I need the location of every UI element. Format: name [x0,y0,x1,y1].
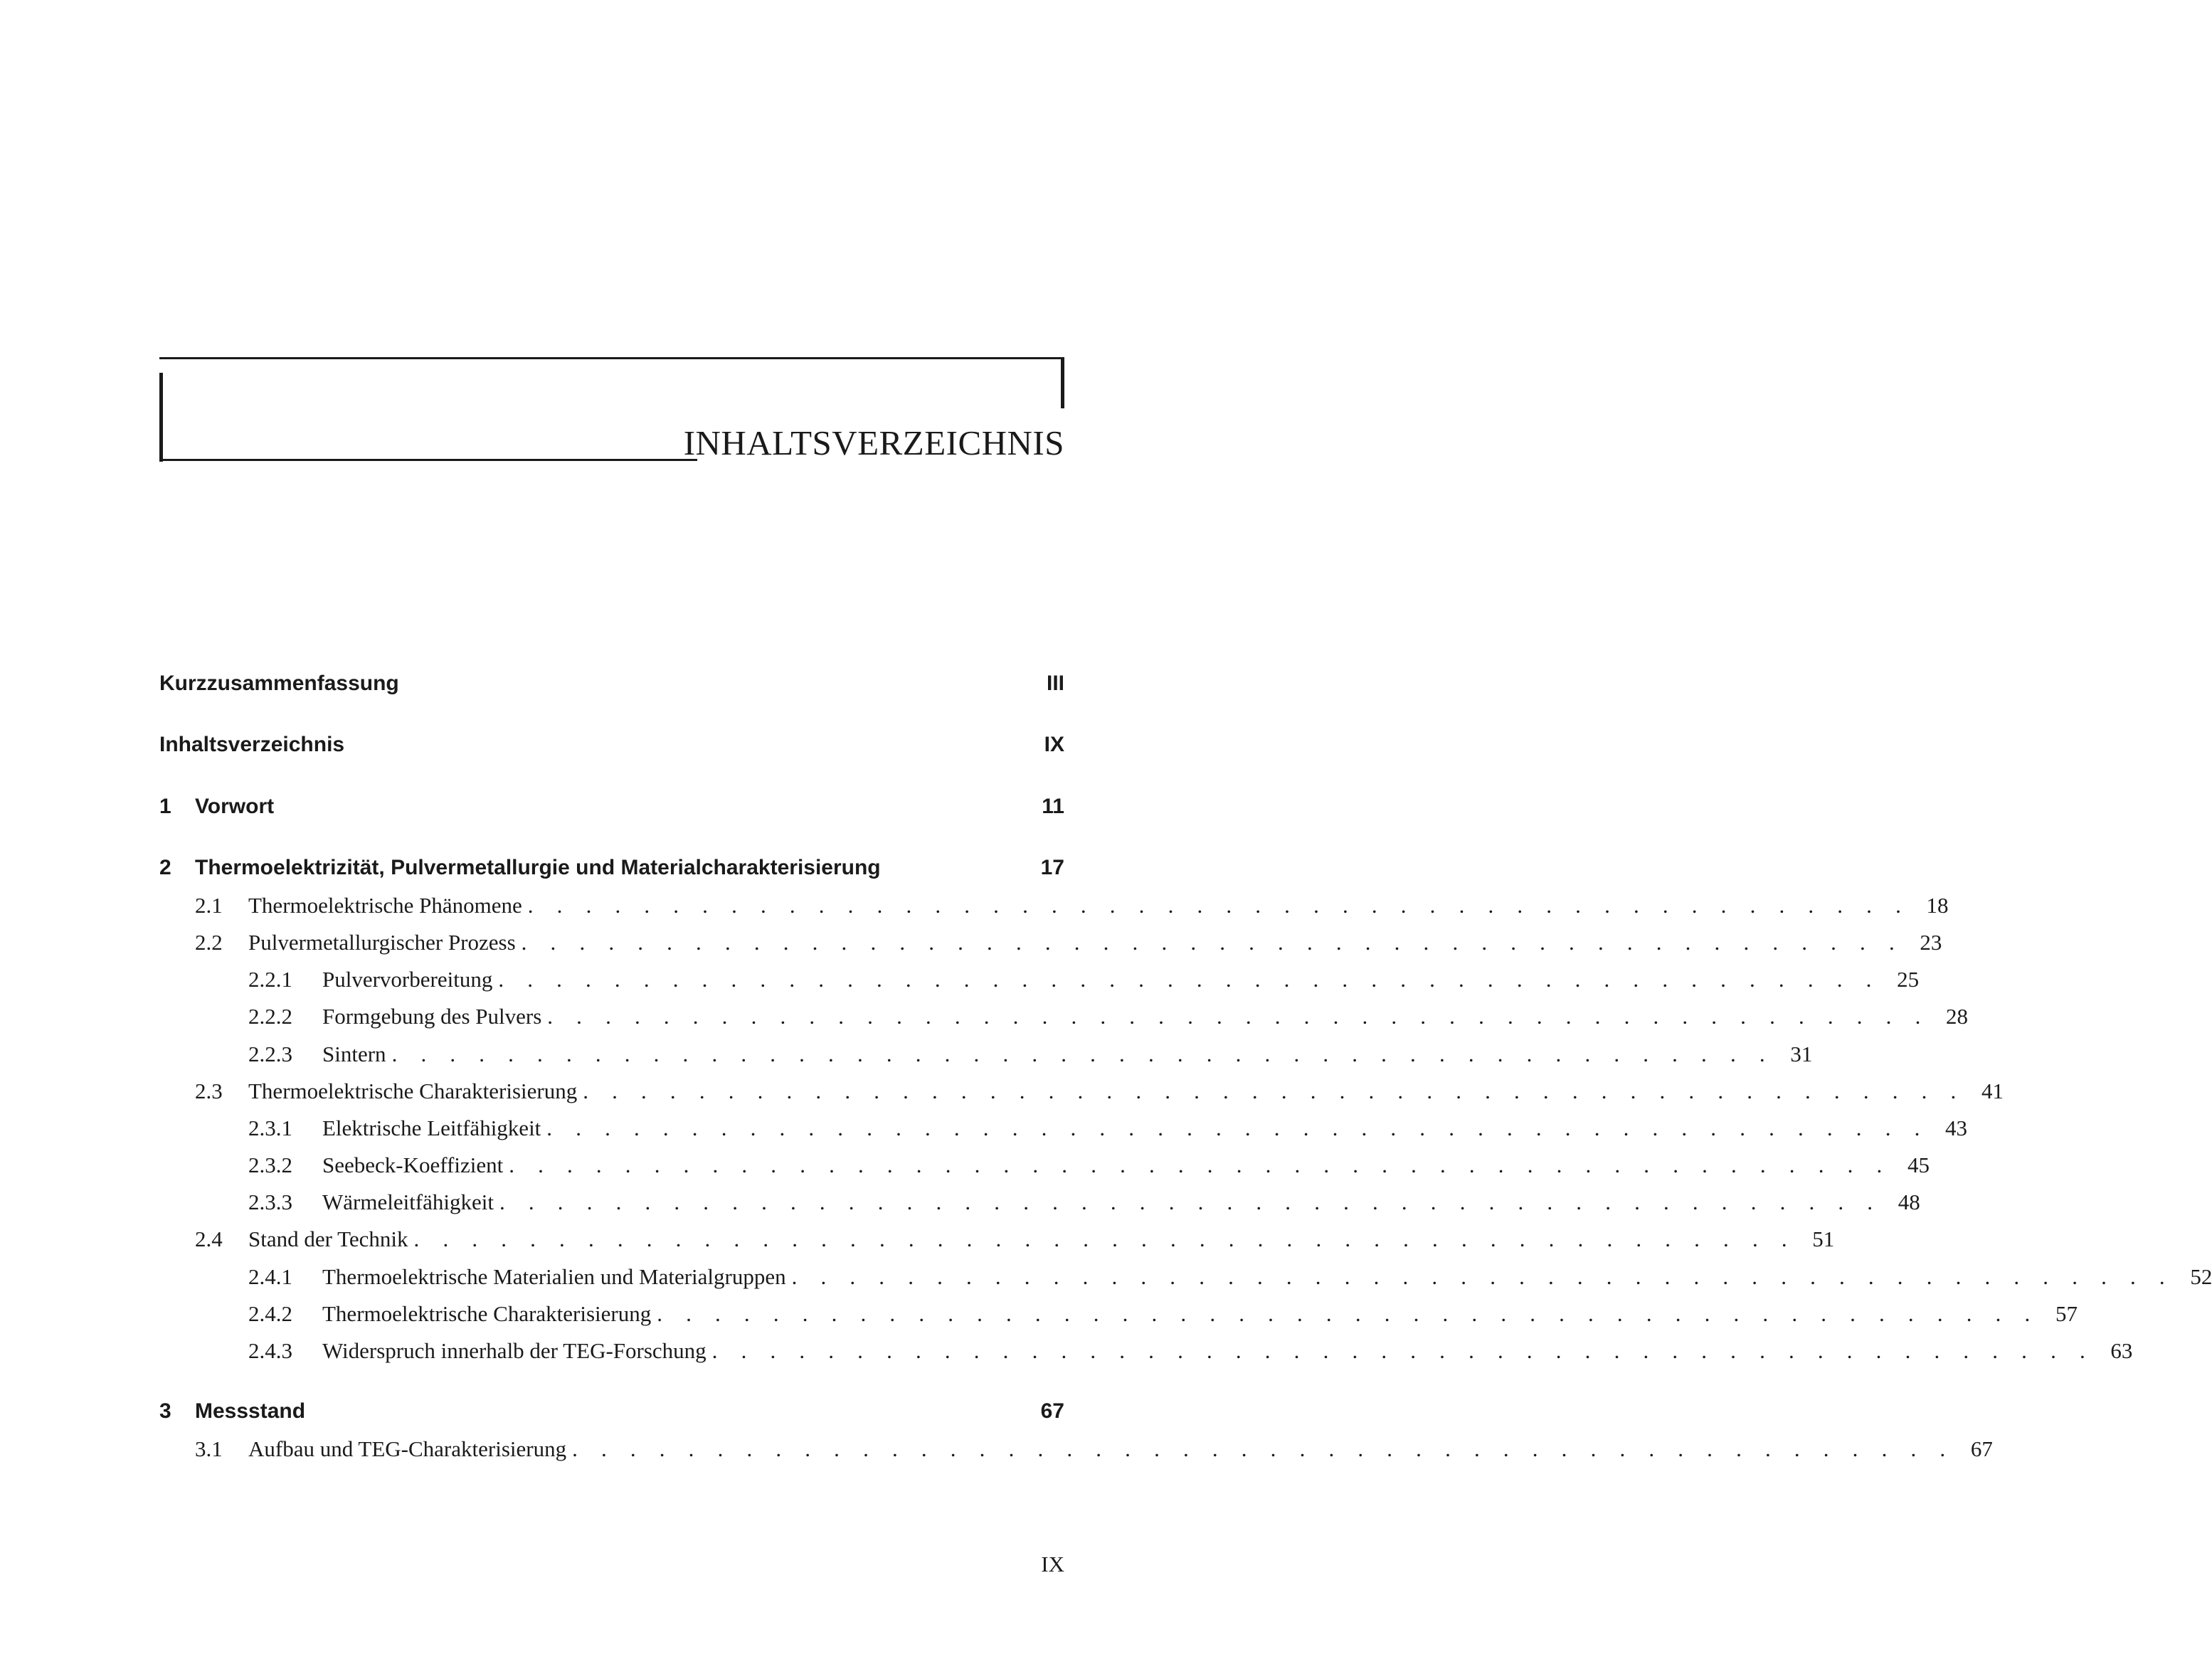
toc-entry-page: 67 [1970,1436,1993,1461]
toc-entry-number: 2.3.3 [248,1189,292,1214]
heading-frame-right-rule [1061,357,1064,408]
toc-entry-number: 2.4.3 [248,1338,292,1363]
toc-entry-number: 2 [159,856,171,879]
toc-entry-title: Seebeck-Koeffizient [322,1152,504,1177]
toc-entry[interactable] [159,1004,1969,1032]
toc-entry[interactable] [159,1115,1968,1144]
toc-leader: . . . . . . . . . . . . . . . . . . . . . . . . . . . . . . . . . . . . . . . . . . . . . . . . [391,1042,1774,1066]
toc-entry[interactable] [159,1338,2133,1367]
toc-entry-number: 2.4 [195,1226,223,1251]
toc-entry[interactable] [159,856,1064,884]
toc-entry-page: 11 [1042,795,1064,818]
toc-entry[interactable] [159,1152,1930,1181]
toc-entry-number: 1 [159,795,171,818]
toc-entry[interactable] [159,1042,1813,1070]
toc-entry-number: 2.1 [195,893,223,918]
toc-entry-title: Elektrische Leitfähigkeit [322,1115,541,1140]
toc-entry-title: Aufbau und TEG-Charakterisierung [248,1436,567,1461]
toc-entry-number: 2.3 [195,1079,223,1103]
toc-leader: . . . . . . . . . . . . . . . . . . . . . . . . . . . . . . . . . . . . . . . . . . . . . . . . [711,1338,2095,1363]
toc-entry[interactable] [159,733,1064,761]
toc-entry-number: 2.3.1 [248,1115,292,1140]
toc-entry-number: 2.4.2 [248,1301,292,1326]
heading-frame-bottom-rule [159,459,697,461]
toc-entry[interactable] [159,1189,1920,1218]
toc-entry-number: 2.4.1 [248,1264,292,1289]
toc-entry[interactable] [159,967,1920,995]
toc-entry[interactable] [159,672,1064,700]
toc-entry-page: 41 [1981,1079,2004,1103]
toc-leader: . . . . . . . . . . . . . . . . . . . . . . . . . . . . . . . . . . . . . . . . . . . . . . . . [499,1189,1882,1214]
toc-leader: . . . . . . . . . . . . . . . . . . . . . . . . . . . . . . . . . . . . . . . . . . . . . . . . [509,1152,1891,1177]
toc-entry-page: 57 [2055,1301,2078,1326]
toc-entry-page: 67 [1040,1399,1064,1423]
toc-entry-page: 63 [2110,1338,2133,1363]
toc-entry-page: 31 [1790,1042,1813,1066]
toc-leader: . . . . . . . . . . . . . . . . . . . . . . . . . . . . . . . . . . . . . . . . . . . . . . . . [657,1301,2039,1326]
toc-entry[interactable] [159,1226,1835,1255]
toc-entry-page: III [1046,672,1064,695]
toc-entry-title: Pulvermetallurgischer Prozess [248,930,516,955]
toc-leader: . . . . . . . . . . . . . . . . . . . . . . . . . . . . . . . . . . . . . . . . . . . . . . . . [572,1436,1954,1461]
toc-entry-title: Inhaltsverzeichnis [159,733,345,756]
toc-entry-page: 18 [1926,893,1949,918]
toc-entry-title: Thermoelektrische Charakterisierung [322,1301,652,1326]
toc-leader: . . . . . . . . . . . . . . . . . . . . . . . . . . . . . . . . . . . . . . . . . . . . . . . . [791,1264,2174,1289]
toc-entry-number: 2.2.2 [248,1004,292,1029]
toc-leader: . . . . . . . . . . . . . . . . . . . . . . . . . . . . . . . . . . . . . . . . . . . . . . . . [498,967,1881,992]
toc-leader: . . . . . . . . . . . . . . . . . . . . . . . . . . . . . . . . . . . . . . . . . . . . . . . . [583,1079,1965,1103]
chapter-title: INHALTSVERZEICHNIS [683,423,1064,462]
toc-entry-number: 2.3.2 [248,1152,292,1177]
toc-entry-page: 45 [1907,1152,1930,1177]
toc-entry[interactable] [159,795,1064,823]
toc-entry-title: Stand der Technik [248,1226,408,1251]
toc-entry-page: 25 [1897,967,1920,992]
toc-entry-title: Wärmeleitfähigkeit [322,1189,494,1214]
toc-entry-page: 51 [1812,1226,1835,1251]
toc-entry-title: Kurzzusammenfassung [159,672,399,695]
toc-entry-title: Messstand [195,1399,306,1423]
toc-entry-title: Thermoelektrische Materialien und Materialgruppen [322,1264,786,1289]
toc-entry-title: Thermoelektrizität, Pulvermetallurgie und Materialcharakterisierung [195,856,881,879]
heading-frame-top-rule [159,357,1064,359]
toc-entry-page: 48 [1898,1189,1920,1214]
toc-entry[interactable] [159,1264,2212,1293]
toc-entry-page: 17 [1040,856,1064,879]
toc-entry-title: Pulvervorbereitung [322,967,493,992]
toc-entry-title: Formgebung des Pulvers [322,1004,542,1029]
toc-leader: . . . . . . . . . . . . . . . . . . . . . . . . . . . . . . . . . . . . . . . . . . . . . . . . [521,930,1904,955]
toc-entry-title: Thermoelektrische Charakterisierung [248,1079,578,1103]
toc-leader: . . . . . . . . . . . . . . . . . . . . . . . . . . . . . . . . . . . . . . . . . . . . . . . . [546,1115,1930,1140]
toc-entry-number: 3.1 [195,1436,223,1461]
toc-entry[interactable] [159,930,1942,958]
toc-leader: . . . . . . . . . . . . . . . . . . . . . . . . . . . . . . . . . . . . . . . . . . . . . . . . [547,1004,1930,1029]
page-number: IX [1041,1552,1064,1576]
toc-entry-page: 52 [2190,1264,2212,1289]
toc-entry-number: 2.2 [195,930,223,955]
heading-frame-left-rule [159,373,163,462]
toc-entry-title: Sintern [322,1042,386,1066]
toc-entry-page: IX [1044,733,1064,756]
toc-entry-number: 2.2.3 [248,1042,292,1066]
toc-leader: . . . . . . . . . . . . . . . . . . . . . . . . . . . . . . . . . . . . . . . . . . . . . . . . [413,1226,1796,1251]
toc-entry-title: Widerspruch innerhalb der TEG-Forschung [322,1338,707,1363]
toc-entry[interactable] [159,1301,2078,1330]
toc-entry[interactable] [159,893,1949,921]
toc-entry-title: Vorwort [195,795,275,818]
toc-entry-page: 43 [1945,1115,1968,1140]
toc-entry[interactable] [159,1436,1993,1465]
toc-leader: . . . . . . . . . . . . . . . . . . . . . . . . . . . . . . . . . . . . . . . . . . . . . . . . [527,893,1910,918]
toc-entry-page: 23 [1920,930,1942,955]
toc-entry-title: Thermoelektrische Phänomene [248,893,522,918]
toc-entry[interactable] [159,1399,1064,1428]
toc-entry-page: 28 [1946,1004,1969,1029]
toc-entry-number: 3 [159,1399,171,1423]
toc-entry-number: 2.2.1 [248,967,292,992]
toc-entry[interactable] [159,1079,2004,1107]
